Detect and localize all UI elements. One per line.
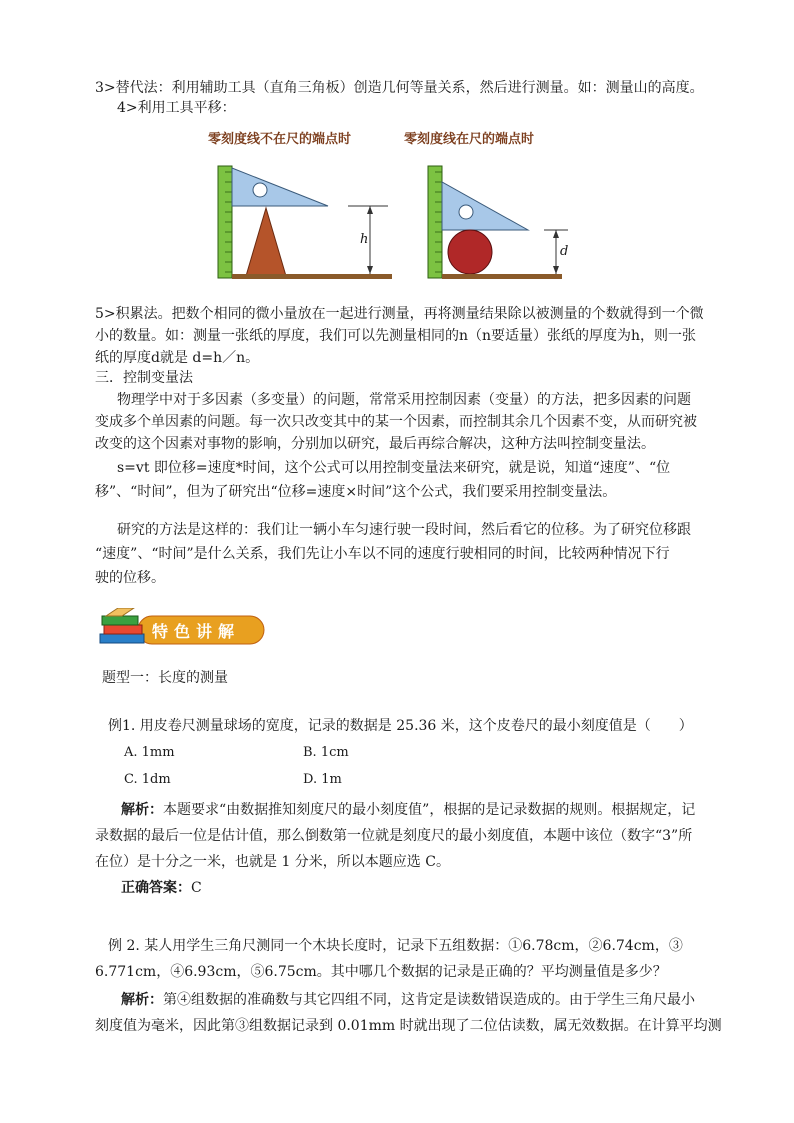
ball [448, 230, 492, 274]
question-type-heading: 题型一：长度的测量 [102, 670, 228, 686]
example-1-analysis-line-1 [121, 800, 695, 820]
paragraph-line: s=vt 即位移=速度*时间，这个公式可以用控制变量法来研究，就是说，知道“速度”、“位 [117, 460, 671, 476]
method-4-line: 4>利用工具平移： [117, 100, 236, 116]
ground-right [442, 274, 562, 279]
option-b: B. 1cm [303, 745, 349, 760]
example-1-analysis-line-2: 录数据的最后一位是估计值，那么倒数第一位就是刻度尺的最小刻度值，本题中该位（数字“3”所 [95, 828, 693, 844]
answer-label: 正确答案： [121, 880, 191, 896]
right-panel [428, 166, 568, 279]
method-3-line: 3>替代法：利用辅助工具（直角三角板）创造几何等量关系，然后进行测量。如：测量山的高度。 [95, 80, 704, 96]
example-2-analysis-line-2: 刻度值为毫米，因此第③组数据记录到 0.01mm 时就出现了二位估读数，属无效数据。在计算平均测 [95, 1018, 722, 1034]
paragraph-line: 移”、“时间”，但为了研究出“位移=速度×时间”这个公式，我们要采用控制变量法。 [95, 484, 617, 500]
cone [246, 208, 286, 276]
example-2-analysis-line-1 [121, 990, 695, 1010]
triangle-hole-left [253, 183, 267, 197]
ground-left [232, 274, 392, 279]
paragraph-line: “速度”、“时间”是什么关系，我们先让小车以不同的速度行驶相同的时间，比较两种情况下行 [95, 546, 670, 562]
method-5-line-3: 纸的厚度d就是 d=h／n。 [95, 350, 260, 366]
method-5-line-2: 小的数量。如：测量一张纸的厚度，我们可以先测量相同的n（n要适量）张纸的厚度为h，则一张 [95, 328, 697, 344]
option-c: C. 1dm [124, 772, 171, 787]
example-2-question-line-1: 例 2. 某人用学生三角尺测同一个木块长度时，记录下五组数据：①6.78cm，②6.74cm，③ [108, 938, 683, 954]
example-1-question: 例1. 用皮卷尺测量球场的宽度，记录的数据是 25.36 米，这个皮卷尺的最小刻度值是（ ） [108, 718, 693, 734]
triangle-hole-right [459, 205, 473, 219]
method-5-line-1: 5>积累法。把数个相同的微小量放在一起进行测量，再将测量结果除以被测量的个数就得到一个微 [95, 306, 704, 322]
example-2-question-line-2: 6.771cm，④6.93cm，⑤6.75cm。其中哪几个数据的记录是正确的？平均测量值是多少？ [95, 964, 667, 980]
option-a: A. 1mm [124, 745, 175, 760]
ruler-measurement-figure [208, 128, 568, 288]
option-d: D. 1m [303, 772, 342, 787]
paragraph-line: 改变的这个因素对事物的影响，分别加以研究，最后再综合解决，这种方法叫控制变量法。 [95, 436, 655, 452]
figure-title-right: 零刻度线在尺的端点时 [404, 132, 535, 147]
analysis-label: 解析： [121, 992, 163, 1008]
paragraph-line: 变成多个单因素的问题。每一次只改变其中的某一个因素，而控制其余几个因素不变，从而研究被 [95, 414, 697, 430]
badge-label: 特色讲解 [152, 622, 241, 641]
triangle-left [232, 168, 328, 206]
paragraph-line: 物理学中对于多因素（多变量）的问题，常常采用控制因素（变量）的方法，把多因素的问题 [117, 392, 691, 408]
label-h: h [360, 232, 369, 247]
section-heading-control-variable: 三．控制变量法 [95, 370, 193, 386]
feature-explanation-badge [98, 608, 266, 650]
label-d: d [560, 244, 569, 259]
paragraph-line: 驶的位移。 [95, 570, 165, 586]
example-1-answer [121, 878, 202, 898]
analysis-label: 解析： [121, 802, 163, 818]
paragraph-line: 研究的方法是这样的：我们让一辆小车匀速行驶一段时间，然后看它的位移。为了研究位移跟 [117, 522, 691, 538]
example-1-analysis-line-3: 在位）是十分之一米，也就是 1 分米，所以本题应选 C。 [95, 854, 450, 870]
figure-drawing [208, 128, 568, 288]
answer-value: C [191, 880, 202, 896]
analysis-text: 本题要求“由数据推知刻度尺的最小刻度值”，根据的是记录数据的规则。根据规定，记 [163, 802, 696, 818]
figure-title-left: 零刻度线不在尺的端点时 [208, 132, 352, 147]
triangle-right [442, 182, 528, 230]
left-panel [218, 166, 392, 279]
analysis-text: 第④组数据的准确数与其它四组不同，这肯定是读数错误造成的。由于学生三角尺最小 [163, 992, 695, 1008]
